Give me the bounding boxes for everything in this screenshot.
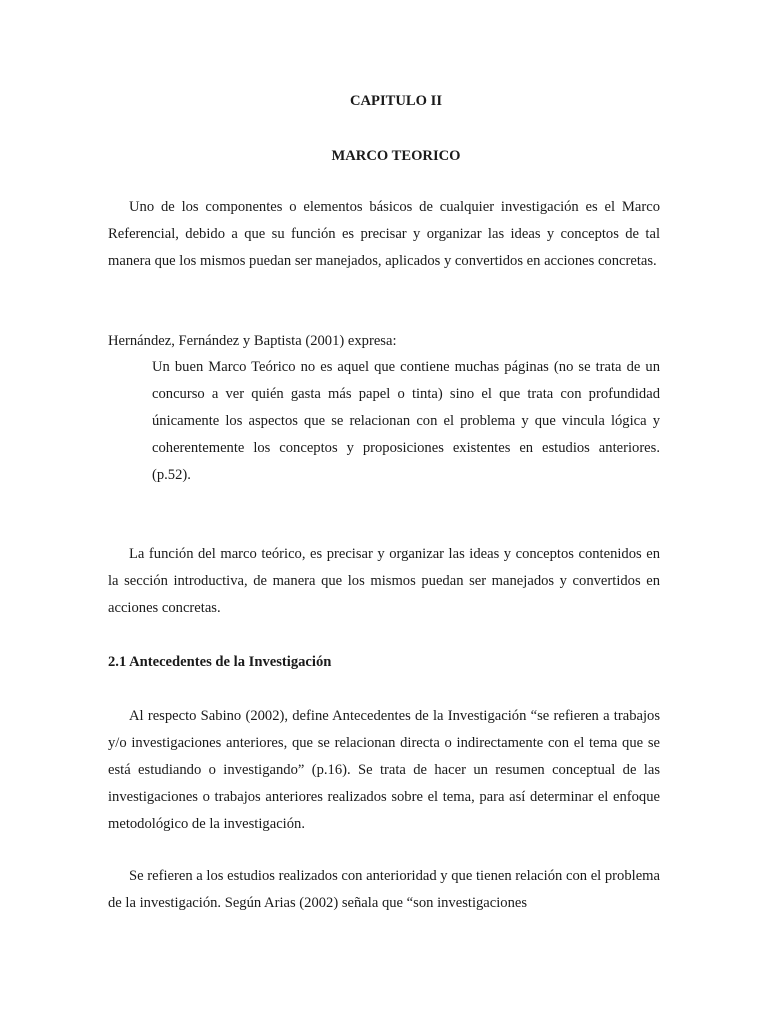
intro-paragraph: Uno de los componentes o elementos básicos de cualquier investigación es el Marco Referencial, debido a que su función es precisar y organizar las ideas y conceptos de tal manera que los mismos puedan ser manejados, aplicados y convertidos en acciones concretas. — [108, 199, 660, 269]
citation-lead-paragraph: Hernández, Fernández y Baptista (2001) expresa: — [108, 333, 397, 349]
block-quote: Un buen Marco Teórico no es aquel que contiene muchas páginas (no se trata de un concurso a ver quién gasta más papel o tinta) sino el que trata con profundidad únicamente los aspectos que se relacionan con el problema y que vincula lógica y coherentemente los conceptos y proposiciones existentes en estudios anteriores. (p.52). — [152, 359, 660, 483]
section-heading-2-1: 2.1 Antecedentes de la Investigación — [108, 654, 332, 670]
chapter-number-title: CAPITULO II — [349, 93, 443, 109]
antecedentes-paragraph: Al respecto Sabino (2002), define Antecedentes de la Investigación “se refieren a trabajos y/o investigaciones anteriores, que se relacionan directa o indirectamente con el tema que se está estudiando o investigando” (p.16). Se trata de hacer un resumen conceptual de las investigaciones o trabajos anteriores realizados sobre el tema, para así determinar el enfoque metodológico de la investigación. — [108, 708, 660, 832]
chapter-section-title: MARCO TEORICO — [331, 148, 461, 164]
function-paragraph: La función del marco teórico, es precisar y organizar las ideas y conceptos contenidos en la sección introductiva, de manera que los mismos puedan ser manejados y convertidos en acciones concretas. — [108, 546, 660, 616]
refieren-paragraph: Se refieren a los estudios realizados con anterioridad y que tienen relación con el problema de la investigación. Según Arias (2002) señala que “son investigaciones — [108, 868, 660, 911]
